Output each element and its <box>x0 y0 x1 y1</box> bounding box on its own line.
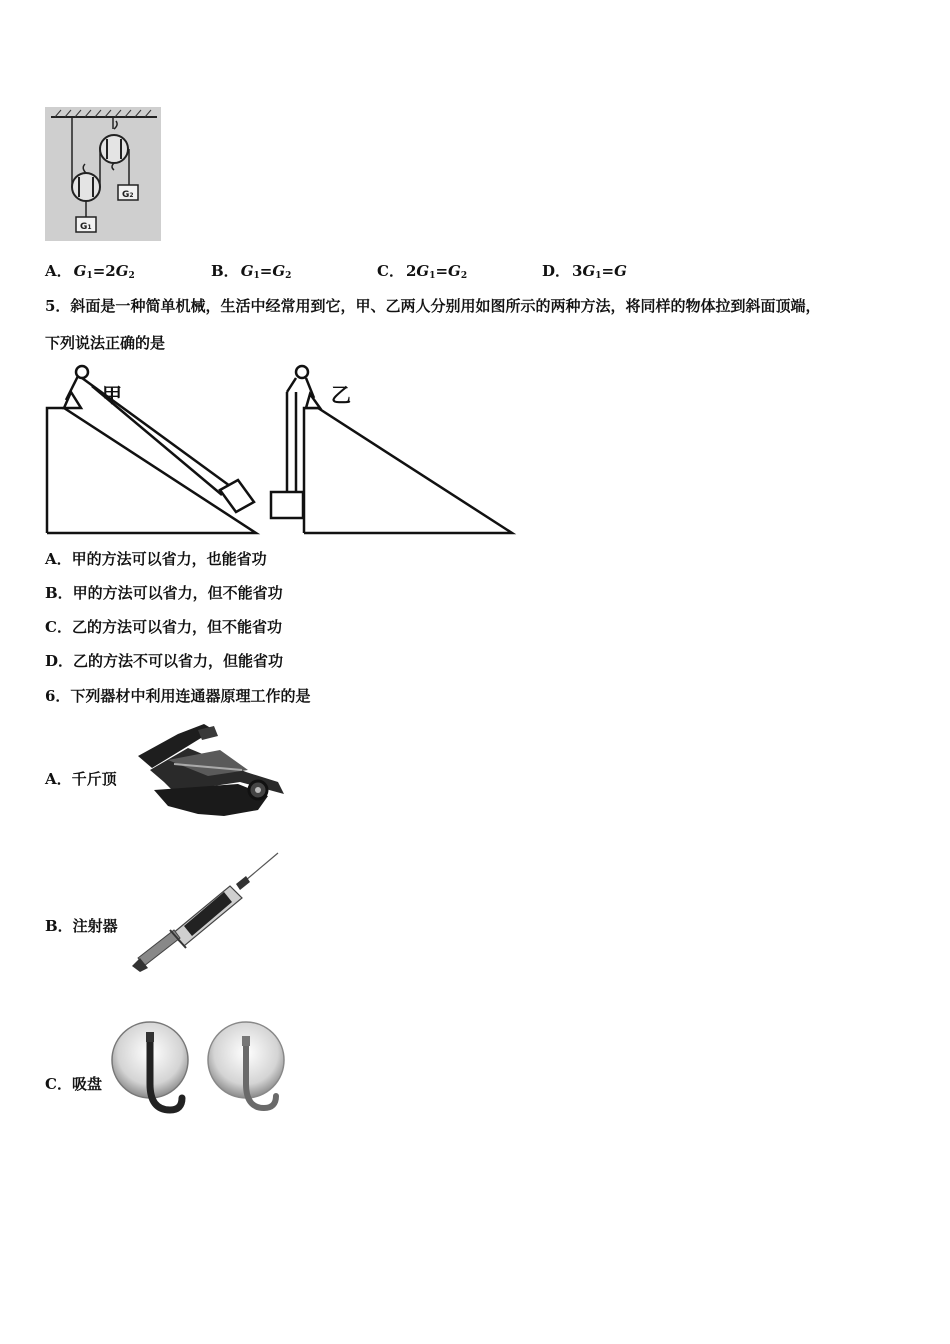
g2-label: G2 <box>122 190 134 200</box>
label-jia: 甲 <box>102 383 122 407</box>
q5-option-a[interactable]: A．甲的方法可以省力，也能省功 <box>45 550 267 568</box>
car-jack-image <box>128 720 290 820</box>
syringe-image <box>128 850 280 972</box>
q6-option-c[interactable]: C．吸盘 <box>45 1075 102 1093</box>
g1-label: G1 <box>80 222 92 232</box>
q6-option-a[interactable]: A．千斤顶 <box>45 770 117 788</box>
option-letter: A． <box>45 262 72 280</box>
suction-cup-image <box>108 1014 292 1124</box>
option-expression: $2G_1=G_2$ <box>405 262 468 281</box>
option-letter: D． <box>542 262 571 280</box>
q4-option-d[interactable] <box>542 261 627 286</box>
q5-option-b[interactable]: B．甲的方法可以省力，但不能省功 <box>45 584 283 602</box>
q4-option-c[interactable] <box>377 261 467 286</box>
incline-figure <box>44 362 518 538</box>
option-expression: $3G_1=G$ <box>572 262 627 281</box>
option-letter: B． <box>211 262 239 280</box>
label-yi: 乙 <box>331 383 351 407</box>
option-letter: C． <box>377 262 404 280</box>
q6-stem: 6．下列器材中利用连通器原理工作的是 <box>45 687 311 705</box>
q5-option-d[interactable]: D．乙的方法不可以省力，但能省功 <box>45 652 284 670</box>
q5-stem-line1: 5．斜面是一种简单机械，生活中经常用到它，甲、乙两人分别用如图所示的两种方法，将同样的物体拉到斜面顶端， <box>45 297 821 315</box>
option-expression: $G_1=2G_2$ <box>73 262 135 281</box>
q4-option-b[interactable] <box>211 261 291 286</box>
q5-stem-line2: 下列说法正确的是 <box>45 334 166 352</box>
option-expression: $G_1=G_2$ <box>240 262 292 281</box>
q5-option-c[interactable]: C．乙的方法可以省力，但不能省功 <box>45 618 282 636</box>
pulley-figure <box>45 107 161 241</box>
q4-option-a[interactable] <box>45 261 135 286</box>
q6-option-b[interactable]: B．注射器 <box>45 917 118 935</box>
